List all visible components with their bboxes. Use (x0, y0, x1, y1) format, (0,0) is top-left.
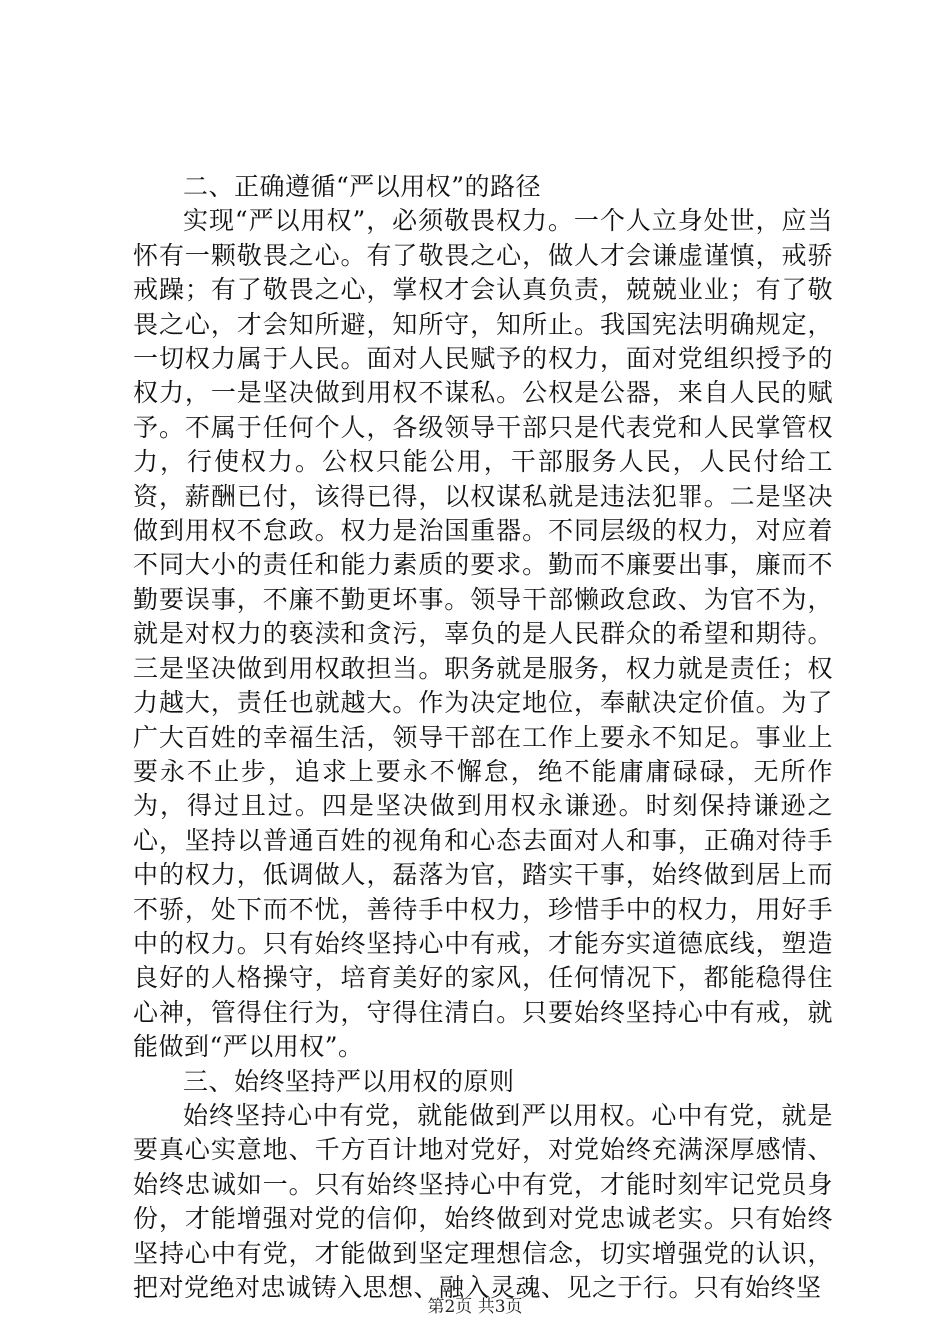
page-footer (0, 1297, 950, 1317)
section-heading-2: 二、正确遵循“严以用权”的路径 (183, 172, 542, 201)
section-paragraph-3: 始终坚持心中有党，就能做到严以用权。心中有党，就是要真心实意地、千方百计地对党好，对党始终充满深厚感情、始终忠诚如一。只有始终坚持心中有党，才能时刻牢记党员身份，才能增强对党的信仰，始终做到对党忠诚老实。只有始终坚持心中有党，才能做到坚定理想信念，切实增强党的认识，把对党绝对忠诚铸入思想、融入灵魂、见之于行。只有始终坚 (133, 1100, 833, 1302)
section-heading-3: 三、始终坚持严以用权的原则 (183, 1066, 515, 1096)
section-paragraph-2: 实现“严以用权”，必须敬畏权力。一个人立身处世，应当怀有一颗敬畏之心。有了敬畏之心，做人才会谦虚谨慎，戒骄戒躁；有了敬畏之心，掌权才会认真负责，兢兢业业；有了敬畏之心，才会知所避，知所守，知所止。我国宪法明确规定，一切权力属于人民。面对人民赋予的权力，面对党组织授予的权力，一是坚决做到用权不谋私。公权是公器，来自人民的赋予。不属于任何个人，各级领导干部只是代表党和人民掌管权力，行使权力。公权只能公用，干部服务人民，人民付给工资，薪酬已付，该得已得，以权谋私就是违法犯罪。二是坚决做到用权不怠政。权力是治国重器。不同层级的权力，对应着不同大小的责任和能力素质的要求。勤而不廉要出事，廉而不勤要误事，不廉不勤更坏事。领导干部懒政怠政、为官不为，就是对权力的亵渎和贪污，辜负的是人民群众的希望和期待。三是坚决做到用权敢担当。职务就是服务，权力就是责任；权力越大，责任也就越大。作为决定地位，奉献决定价值。为了广大百姓的幸福生活，领导干部在工作上要永不知足。事业上要永不止步，追求上要永不懈怠，绝不能庸庸碌碌，无所作为，得过且过。四是坚决做到用权永谦逊。时刻保持谦逊之心，坚持以普通百姓的视角和心态去面对人和事，正确对待手中的权力，低调做人，磊落为官，踏实干事，始终做到居上而不骄，处下而不忧，善待手中权力，珍惜手中的权力，用好手中的权力。只有始终坚持心中有戒，才能夯实道德底线，塑造良好的人格操守，培育美好的家风，任何情况下，都能稳得住心神，管得住行为，守得住清白。只要始终坚持心中有戒，就能做到“严以用权”。 (133, 206, 833, 1062)
document-body (133, 170, 833, 1305)
page-number: 第2页 共3页 (427, 1297, 523, 1317)
